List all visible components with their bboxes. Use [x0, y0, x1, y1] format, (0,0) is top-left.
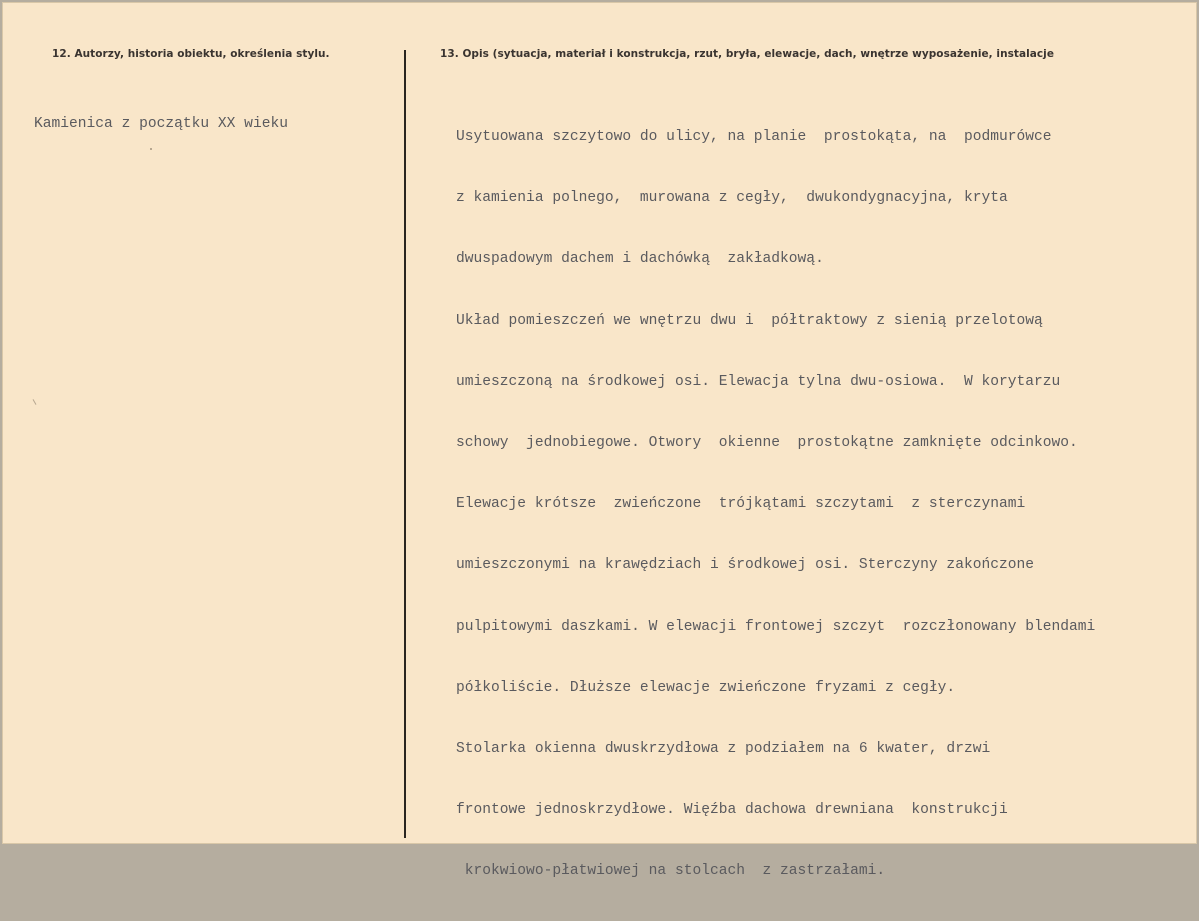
- field-12-header: 12. Autorzy, historia obiektu, określenia stylu.: [52, 48, 330, 60]
- description-line: Stolarka okienna dwuskrzydłowa z podziałem na 6 kwater, drzwi: [456, 740, 991, 757]
- field-13-header: 13. Opis (sytuacja, materiał i konstrukcja, rzut, bryła, elewacje, dach, wnętrze wyposażenie, instalacje: [440, 48, 1054, 60]
- field-12-column: [2, 2, 404, 844]
- field-13-column: [408, 2, 1197, 880]
- description-line: pulpitowymi daszkami. W elewacji frontowej szczyt rozczłonowany blendami: [456, 618, 1096, 635]
- column-divider: [404, 50, 406, 838]
- field-12-value: Kamienica z początku XX wieku: [34, 116, 288, 132]
- description-line: Elewacje krótsze zwieńczone trójkątami szczytami z sterczynami: [456, 496, 1026, 513]
- description-line: dwuspadowym dachem i dachówką zakładkową.: [456, 251, 824, 268]
- description-line: umieszczoną na środkowej osi. Elewacja tylna dwu-osiowa. W korytarzu: [456, 373, 1061, 390]
- description-line: Usytuowana szczytowo do ulicy, na planie prostokąta, na podmurówce: [456, 129, 1052, 145]
- description-line: półkoliście. Dłuższe elewacje zwieńczone fryzami z cegły.: [456, 679, 956, 696]
- description-line: frontowe jednoskrzydłowe. Więźba dachowa drewniana konstrukcji: [456, 802, 1008, 819]
- description-line: z kamienia polnego, murowana z cegły, dwukondygnacyjna, kryta: [456, 190, 1008, 207]
- description-line: schowy jednobiegowe. Otwory okienne prostokątne zamknięte odcinkowo.: [456, 434, 1078, 451]
- description-line: umieszczonymi na krawędziach i środkowej osi. Sterczyny zakończone: [456, 557, 1035, 574]
- field-13-description: [456, 94, 1095, 921]
- paper-speck: [150, 148, 152, 150]
- inventory-card-sheet: [2, 2, 1197, 880]
- description-line: Układ pomieszczeń we wnętrzu dwu i półtraktowy z sienią przelotową: [456, 312, 1043, 329]
- description-line: krokwiowo-płatwiowej na stolcach z zastrzałami.: [456, 863, 886, 880]
